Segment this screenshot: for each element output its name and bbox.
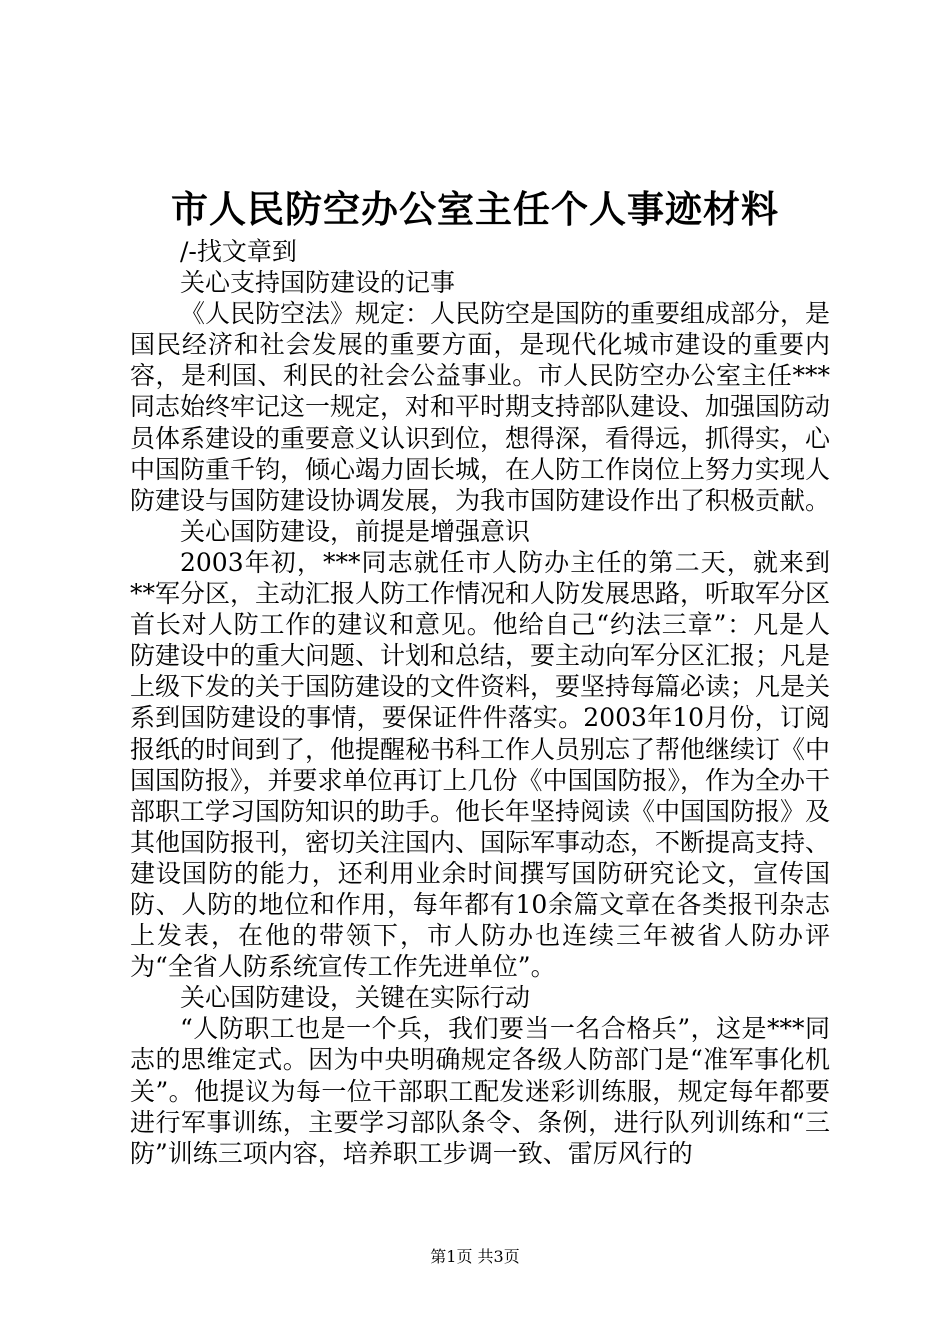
- page-footer: 第1页 共3页: [430, 1247, 520, 1266]
- paragraph-action: “人防职工也是一个兵，我们要当一名合格兵”，这是***同志的思维定式。因为中央明确规定各级人防部门是“准军事化机关”。他提议为每一位干部职工配发迷彩训练服，规定每年都要进行军事训练，主要学习部队条令、条例，进行队列训练和“三防”训练三项内容，培养职工步调一致、雷厉风行的: [130, 1014, 830, 1168]
- section-heading-action: 关心国防建设，关键在实际行动: [180, 983, 531, 1013]
- document-body: [130, 236, 830, 1169]
- paragraph-awareness: 2003年初，***同志就任市人防办主任的第二天，就来到**军分区，主动汇报人防工作情况和人防发展思路，听取军分区首长对人防工作的建议和意见。他给自己“约法三章”：凡是人防建设中的重大问题、计划和总结，要主动向军分区汇报；凡是上级下发的关于国防建设的文件资料，要坚持每篇必读；凡是关系到国防建设的事情，要保证件件落实。2003年10月份，订阅报纸的时间到了，他提醒秘书科工作人员别忘了帮他继续订《中国国防报》，并要求单位再订上几份《中国国防报》，作为全办干部职工学习国防知识的助手。他长年坚持阅读《中国国防报》及其他国防报刊，密切关注国内、国际军事动态，不断提高支持、建设国防的能力，还利用业余时间撰写国防研究论文，宣传国防、人防的地位和作用，每年都有10余篇文章在各类报刊杂志上发表，在他的带领下，市人防办也连续三年被省人防办评为“全省人防系统宣传工作先进单位”。: [130, 547, 831, 982]
- section-heading-awareness: 关心国防建设，前提是增强意识: [180, 516, 531, 546]
- paragraph-subtitle: 关心支持国防建设的记事: [180, 268, 456, 298]
- paragraph-intro: 《人民防空法》规定：人民防空是国防的重要组成部分，是国民经济和社会发展的重要方面，是现代化城市建设的重要内容，是利国、利民的社会公益事业。市人民防空办公室主任***同志始终牢记这一规定，对和平时期支持部队建设、加强国防动员体系建设的重要意义认识到位，想得深，看得远，抓得实，心中国防重千钧，倾心竭力固长城，在人防工作岗位上努力实现人防建设与国防建设协调发展，为我市国防建设作出了积极贡献。: [130, 299, 831, 515]
- document-title: 市人民防空办公室主任个人事迹材料: [171, 187, 779, 231]
- paragraph-source: /-找文章到: [180, 237, 297, 266]
